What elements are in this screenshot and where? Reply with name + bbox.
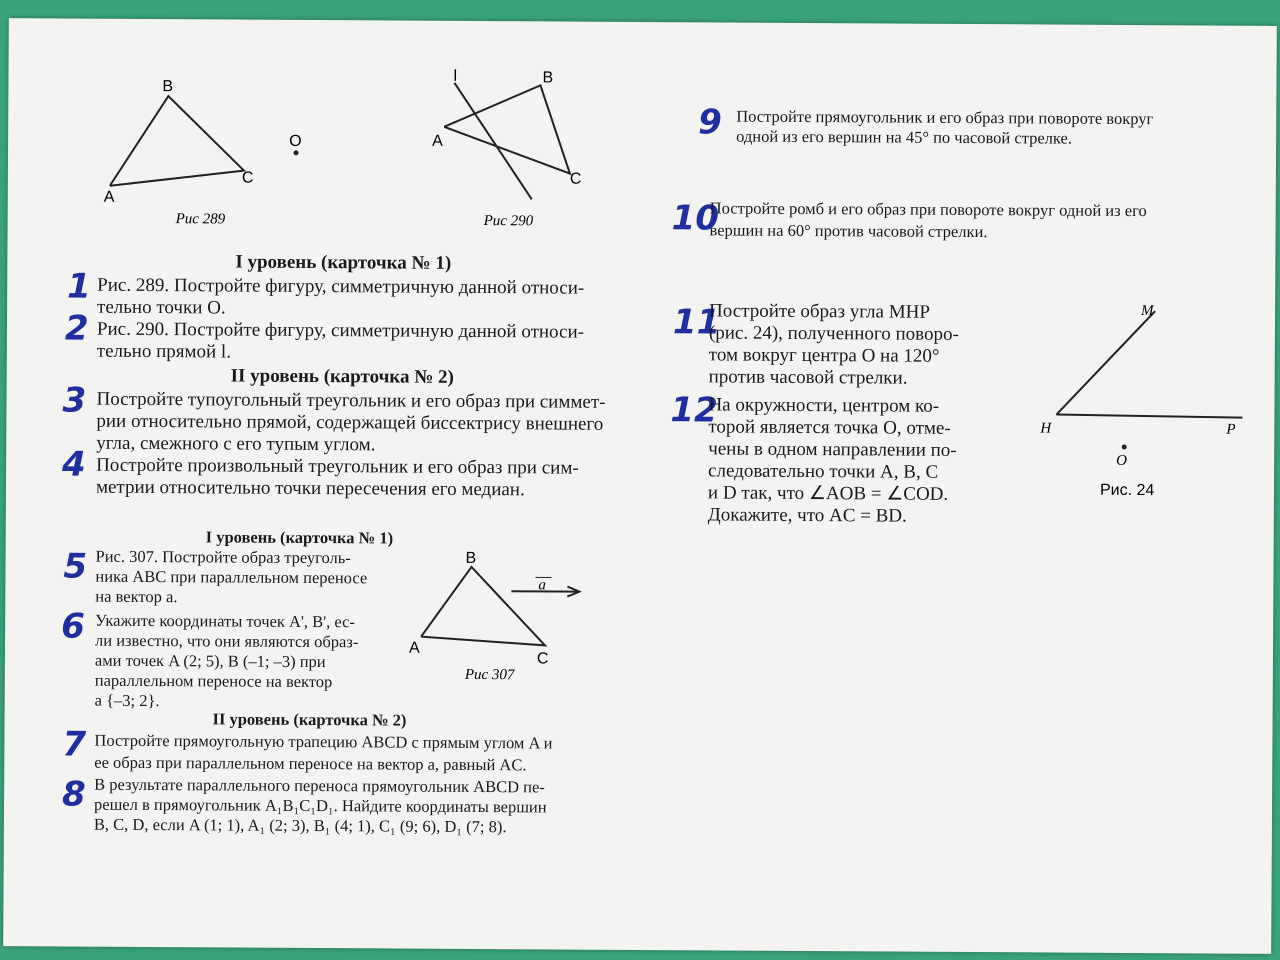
handwritten-number-9: 9 (698, 102, 723, 143)
task12-line6: Докажите, что AC = BD. (707, 504, 907, 527)
task2-line1: Рис. 290. Постройте фигуру, симметричную данной относи- (96, 318, 585, 343)
fig289-label-o: O (289, 132, 302, 150)
fig290-label-l: l (453, 67, 458, 85)
handwritten-number-4: 4 (61, 444, 86, 485)
fig289-point-o (294, 150, 299, 155)
task5-line2: ника ABC при параллельном переносе (95, 566, 368, 588)
card3-title: I уровень (карточка № 1) (205, 527, 394, 548)
fig307-label-a: A (408, 639, 420, 657)
task12-line4: следовательно точки A, B, C (708, 460, 939, 483)
fig24-caption: Рис. 24 (1099, 481, 1155, 500)
fig290-triangle (444, 83, 571, 200)
fig290-label-a: A (432, 132, 443, 150)
handwritten-number-12: 12 (670, 390, 718, 431)
handwritten-number-7: 7 (62, 724, 87, 765)
handwritten-number-1: 1 (67, 266, 92, 307)
fig307-label-b: B (465, 549, 477, 568)
fig24-label-m: M (1141, 303, 1154, 320)
fig290-label-c: C (569, 170, 582, 188)
task3-line3: угла, смежного с его тупым углом. (96, 432, 376, 456)
fig289-label-b: B (162, 78, 174, 96)
task6-line4: параллельном переносе на вектор (94, 670, 333, 692)
handwritten-number-2: 2 (64, 308, 89, 349)
task12-line5: и D так, что ∠AOB = ∠COD. (707, 482, 949, 505)
fig24-label-p: P (1226, 421, 1236, 438)
fig289-triangle (110, 96, 245, 187)
fig307-label-c: C (536, 650, 549, 668)
fig289-caption: Рис 289 (175, 211, 226, 228)
task12-line2: торой является точка O, отме- (708, 416, 951, 439)
card2-title: II уровень (карточка № 2) (230, 365, 454, 388)
handwritten-number-8: 8 (61, 774, 86, 815)
task7-line1: Постройте прямоугольную трапецию ABCD с прямым углом A и (94, 730, 553, 753)
task2-line2: тельно прямой l. (96, 340, 232, 363)
task11-line2: (рис. 24), полученного поворо- (708, 322, 959, 345)
handwritten-number-6: 6 (61, 606, 85, 647)
fig307-triangle (421, 567, 579, 646)
task11-line3: том вокруг центра O на 120° (708, 344, 940, 367)
task8-line2: решел в прямоугольник A₁B₁C₁D₁. Найдите координаты вершин (93, 794, 547, 817)
card1-title: I уровень (карточка № 1) (235, 251, 452, 274)
task10-line2: вершин на 60° против часовой стрелки. (709, 220, 988, 242)
fig290-label-b: B (542, 69, 554, 87)
fig24-label-h: H (1040, 420, 1052, 437)
task8-line1: В результате параллельного переноса прямоугольник ABCD пе- (94, 774, 545, 797)
fig24-point-o (1122, 444, 1127, 449)
task6-line3: ами точек A (2; 5), B (–1; –3) при (94, 650, 326, 672)
task4-line1: Постройте произвольный треугольник и его образ при сим- (96, 454, 579, 479)
card4-title: II уровень (карточка № 2) (212, 709, 407, 730)
task5-line3: на вектор a. (95, 586, 178, 607)
paper-sheet (3, 18, 1277, 954)
task11-line1: Постройте образ угла MHP (709, 300, 930, 323)
task10-line1: Постройте ромб и его образ при повороте вокруг одной из его (709, 198, 1147, 221)
fig24-angle (1056, 311, 1243, 418)
fig24-label-o: O (1116, 452, 1128, 469)
task8-line3: B, C, D, если A (1; 1), A₁ (2; 3), B₁ (4; 1), C₁ (9; 6), D₁ (7; 8). (93, 814, 507, 837)
task12-line3: чены в одном направлении по- (708, 438, 957, 461)
handwritten-number-10: 10 (671, 198, 720, 239)
task4-line2: метрии относительно точки пересечения его медиан. (95, 476, 525, 501)
task3-line1: Постройте тупоугольный треугольник и его образ при симмет- (96, 388, 606, 413)
task1-line2: тельно точки O. (97, 296, 226, 319)
fig290-caption: Рис 290 (483, 213, 534, 230)
fig289-label-c: C (241, 169, 254, 187)
task3-line2: рии относительно прямой, содержащей биссектрису внешнего (96, 410, 604, 435)
task5-line1: Рис. 307. Постройте образ треуголь- (95, 546, 351, 568)
task9-line1: Постройте прямоугольник и его образ при повороте вокруг (736, 106, 1154, 129)
task6-line5: a {–3; 2}. (94, 690, 160, 711)
task12-line1: На окружности, центром ко- (708, 394, 940, 417)
fig307-vector-label: a (538, 577, 546, 594)
task11-line4: против часовой стрелки. (708, 366, 908, 389)
task6-line1: Укажите координаты точек A', B', ес- (95, 610, 356, 632)
task7-line2: ее образ при параллельном переносе на вектор a, равный AC. (94, 752, 527, 775)
task6-line2: ли известно, что они являются образ- (94, 630, 359, 652)
handwritten-number-5: 5 (63, 546, 88, 587)
fig289-label-a: A (103, 188, 115, 206)
handwritten-number-3: 3 (62, 380, 87, 421)
handwritten-number-11: 11 (672, 302, 721, 343)
task1-line1: Рис. 289. Постройте фигуру, симметричную данной относи- (97, 274, 585, 299)
fig307-caption: Рис 307 (464, 666, 515, 684)
task9-line2: одной из его вершин на 45° по часовой стрелке. (736, 126, 1073, 148)
